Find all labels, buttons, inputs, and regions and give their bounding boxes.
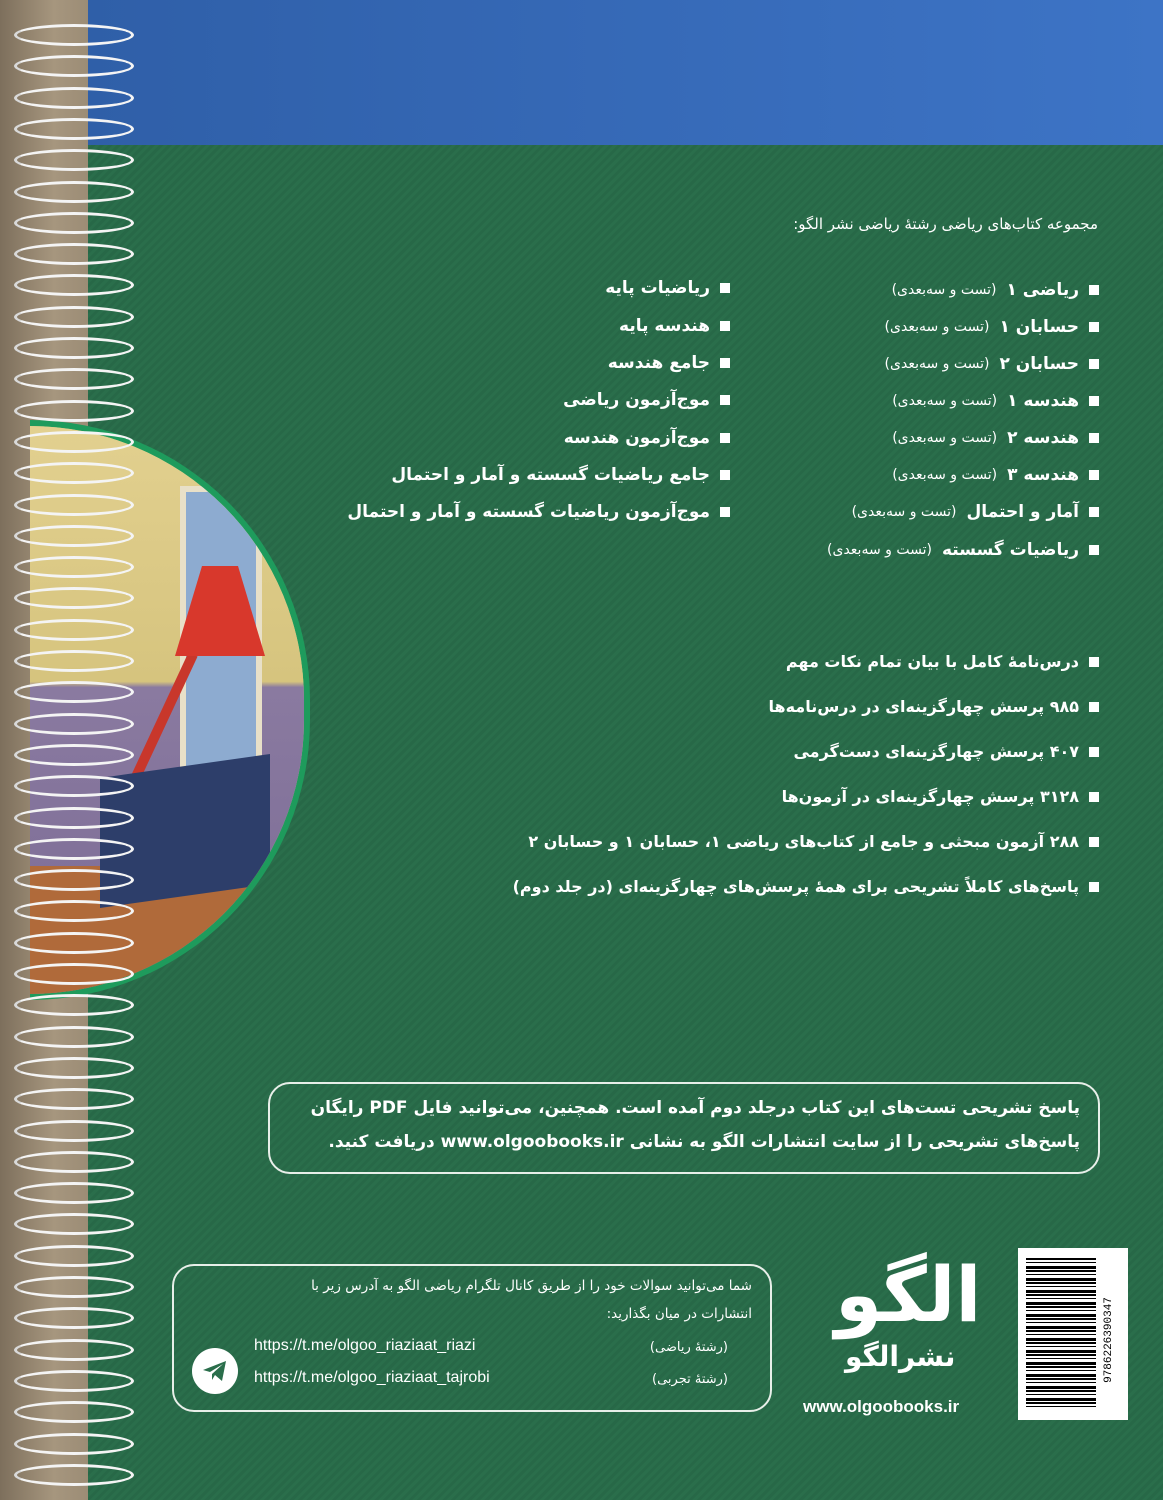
book-subtitle: (تست و سه‌بعدی) (892, 430, 998, 446)
book-item-left (608, 353, 730, 373)
book-item-left (619, 316, 730, 336)
book-subtitle: (تست و سه‌بعدی) (892, 467, 998, 483)
spiral-coil (14, 932, 134, 954)
series-intro: مجموعه کتاب‌های ریاضی رشتهٔ ریاضی نشر الگو: (793, 215, 1098, 233)
bullet-square-icon (720, 433, 730, 443)
book-title: هندسه ۳ (1007, 465, 1079, 485)
feature-item (786, 652, 1099, 671)
bullet-square-icon (1089, 322, 1099, 332)
book-item-left (391, 465, 730, 485)
book-item-right (827, 540, 1099, 560)
spiral-coil (14, 1370, 134, 1392)
bullet-square-icon (720, 395, 730, 405)
top-blue-band (88, 0, 1163, 145)
feature-text: ۹۸۵ پرسش چهارگزینه‌ای در درس‌نامه‌ها (768, 697, 1079, 716)
book-item-left (563, 390, 730, 410)
spiral-coil (14, 1245, 134, 1267)
book-title: ریاضیات پایه (605, 278, 710, 298)
spiral-coil (14, 1026, 134, 1048)
telegram-icon (192, 1348, 238, 1394)
spiral-coil (14, 556, 134, 578)
book-title: جامع هندسه (607, 353, 710, 373)
spiral-coil (14, 1464, 134, 1486)
bullet-square-icon (1089, 545, 1099, 555)
spiral-coil (14, 1151, 134, 1173)
book-title: هندسه ۱ (1007, 391, 1079, 411)
spiral-coil (14, 118, 134, 140)
bullet-square-icon (720, 470, 730, 480)
notice-line-2: پاسخ‌های تشریحی را از سایت انتشارات الگو به نشانی www.olgoobooks.ir دریافت کنید. (328, 1132, 1080, 1152)
book-title: حسابان ۲ (999, 354, 1079, 374)
feature-text: پاسخ‌های کاملاً تشریحی برای همهٔ پرسش‌های چهارگزینه‌ای (در جلد دوم) (512, 877, 1079, 896)
spiral-coil (14, 1057, 134, 1079)
spiral-coil (14, 181, 134, 203)
publisher-logo (815, 1250, 982, 1380)
spiral-coil (14, 807, 134, 829)
bullet-square-icon (1089, 747, 1099, 757)
bullet-square-icon (1089, 837, 1099, 847)
spiral-coil (14, 1120, 134, 1142)
book-title: موج‌آزمون هندسه (563, 428, 710, 448)
book-title: هندسه ۲ (1007, 428, 1079, 448)
spiral-coil (14, 838, 134, 860)
bullet-square-icon (1089, 433, 1099, 443)
feature-item (513, 877, 1099, 896)
book-item-right (892, 391, 1099, 411)
book-item-right (892, 465, 1099, 485)
spiral-coil (14, 1182, 134, 1204)
book-title: موج‌آزمون ریاضیات گسسته و آمار و احتمال (347, 502, 710, 522)
telegram-line-2: انتشارات در میان بگذارید: (606, 1306, 752, 1322)
telegram-label-tajrobi: (رشتهٔ تجربی) (652, 1372, 728, 1387)
logo-name: نشرالگو (845, 1340, 956, 1373)
notice-line-1: پاسخ تشریحی تست‌های این کتاب درجلد دوم آمده است. همچنین، می‌توانید فایل PDF رایگان (310, 1098, 1080, 1118)
book-title: حسابان ۱ (999, 317, 1079, 337)
spiral-coil (14, 963, 134, 985)
book-subtitle: (تست و سه‌بعدی) (891, 282, 997, 298)
bullet-square-icon (1089, 792, 1099, 802)
feature-text: ۴۰۷ پرسش چهارگزینه‌ای دست‌گرمی (793, 742, 1079, 761)
spiral-coil (14, 1276, 134, 1298)
spiral-coil (14, 306, 134, 328)
spiral-coil (14, 24, 134, 46)
bullet-square-icon (1089, 507, 1099, 517)
book-item-left (564, 428, 730, 448)
isbn-barcode (1018, 1248, 1128, 1420)
book-subtitle: (تست و سه‌بعدی) (884, 319, 990, 335)
spiral-coil (14, 243, 134, 265)
book-title: ریاضی ۱ (1006, 280, 1079, 300)
book-title: هندسه پایه (619, 316, 710, 336)
answers-notice-box (268, 1082, 1100, 1174)
book-subtitle: (تست و سه‌بعدی) (827, 542, 932, 558)
bullet-square-icon (1089, 396, 1099, 406)
feature-item (769, 697, 1100, 716)
spiral-coil (14, 619, 134, 641)
book-item-right (885, 317, 1099, 337)
book-subtitle: (تست و سه‌بعدی) (892, 393, 998, 409)
feature-item (782, 787, 1099, 806)
bullet-square-icon (720, 283, 730, 293)
book-title: جامع ریاضیات گسسته و آمار و احتمال (391, 465, 710, 485)
bullet-square-icon (1089, 285, 1099, 295)
bullet-square-icon (1089, 359, 1099, 369)
spiral-coil (14, 400, 134, 422)
bullet-square-icon (1089, 702, 1099, 712)
book-item-right (892, 428, 1099, 448)
feature-item (528, 832, 1099, 851)
book-subtitle: (تست و سه‌بعدی) (884, 356, 990, 372)
spiral-coil (14, 87, 134, 109)
book-title: آمار و احتمال (966, 502, 1079, 522)
spiral-coil (14, 212, 134, 234)
barcode-bars (1026, 1258, 1096, 1408)
bullet-square-icon (1089, 657, 1099, 667)
bullet-square-icon (720, 358, 730, 368)
spiral-coil (14, 525, 134, 547)
spiral-coil (14, 744, 134, 766)
book-subtitle: (تست و سه‌بعدی) (851, 504, 957, 520)
book-item-right (852, 502, 1099, 522)
bullet-square-icon (720, 321, 730, 331)
feature-item (793, 742, 1099, 761)
logo-mark: الگو (835, 1250, 982, 1339)
telegram-link-tajrobi[interactable]: https://t.me/olgoo_riaziaat_tajrobi (254, 1369, 490, 1386)
book-item-left (605, 278, 730, 298)
telegram-line-1: شما می‌توانید سوالات خود را از طریق کانال تلگرام ریاضی الگو به آدرس زیر با (311, 1278, 752, 1294)
spiral-coil (14, 337, 134, 359)
publisher-website[interactable]: www.olgoobooks.ir (803, 1397, 960, 1416)
feature-text: ۳۱۲۸ پرسش چهارگزینه‌ای در آزمون‌ها (781, 787, 1079, 806)
telegram-link-riazi[interactable]: https://t.me/olgoo_riaziaat_riazi (254, 1337, 476, 1354)
telegram-label-riazi: (رشتهٔ ریاضی) (649, 1340, 728, 1355)
spiral-coil (14, 713, 134, 735)
barcode-number: 9786226390347 (1103, 1297, 1115, 1383)
book-title: موج‌آزمون ریاضی (563, 390, 710, 410)
book-item-right (892, 280, 1099, 300)
telegram-box (172, 1264, 772, 1412)
spiral-coil (14, 1433, 134, 1455)
spiral-coil (14, 431, 134, 453)
spiral-coil (14, 650, 134, 672)
bullet-square-icon (1089, 470, 1099, 480)
bullet-square-icon (720, 507, 730, 517)
feature-text: ۲۸۸ آزمون مبحثی و جامع از کتاب‌های ریاضی ۱، حسابان ۱ و حسابان ۲ (528, 832, 1079, 851)
book-title: ریاضیات گسسته (941, 540, 1079, 560)
book-item-left (347, 502, 730, 522)
spiral-coil (14, 869, 134, 891)
spiral-coil (14, 494, 134, 516)
spiral-coil (14, 1339, 134, 1361)
feature-text: درس‌نامهٔ کامل با بیان تمام نکات مهم (785, 652, 1079, 671)
book-item-right (885, 354, 1099, 374)
bullet-square-icon (1089, 882, 1099, 892)
